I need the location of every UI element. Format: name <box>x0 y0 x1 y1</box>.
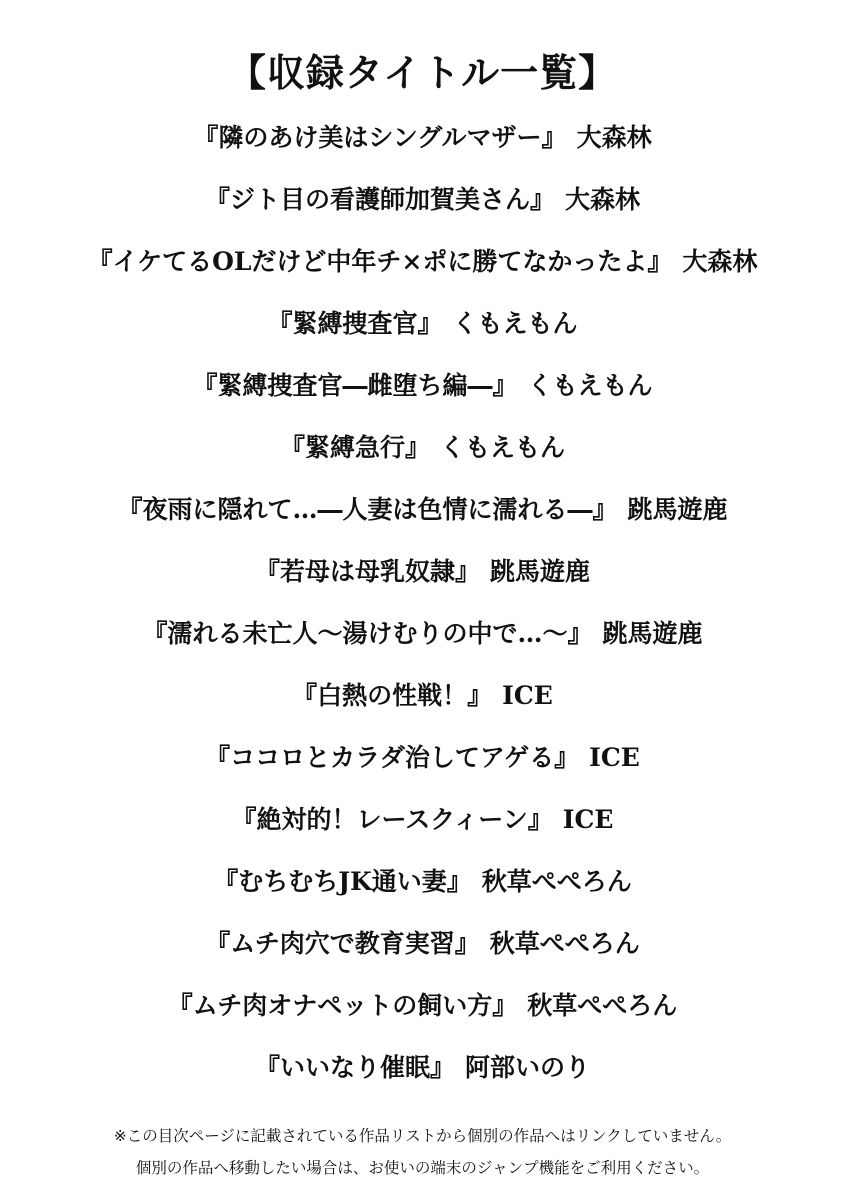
author-name: 阿部いのり <box>465 1053 591 1082</box>
list-item <box>0 922 845 984</box>
list-item <box>0 860 845 922</box>
list-item <box>0 116 845 178</box>
list-item <box>0 240 845 302</box>
work-title: 『ムチ肉穴で教育実習』 <box>205 929 480 958</box>
list-item <box>0 488 845 550</box>
list-item <box>0 426 845 488</box>
author-name: ICE <box>562 805 614 834</box>
author-name: 秋草ぺぺろん <box>481 867 632 896</box>
author-name: 秋草ぺぺろん <box>489 929 640 958</box>
author-name: 大森林 <box>576 123 652 152</box>
author-name: くもえもん <box>440 433 566 462</box>
list-item <box>0 1046 845 1108</box>
author-name: ICE <box>502 681 553 710</box>
list-item <box>0 736 845 798</box>
work-title: 『隣のあけ美はシングルマザー』 <box>193 123 567 152</box>
author-name: 跳馬遊鹿 <box>627 495 728 524</box>
work-title: 『緊縛捜査官―雌堕ち編―』 <box>192 371 518 400</box>
work-title: 『イケてるOLだけど中年チ×ポに勝てなかったよ』 <box>87 247 673 276</box>
work-title: 『濡れる未亡人～湯けむりの中で…～』 <box>142 619 593 648</box>
author-name: くもえもん <box>527 371 653 400</box>
author-name: 大森林 <box>682 247 758 276</box>
footnote <box>0 1120 845 1184</box>
work-title: 『ジト目の看護師加賀美さん』 <box>204 185 555 214</box>
list-item <box>0 798 845 860</box>
author-name: ICE <box>589 743 640 772</box>
work-title: 『緊縛捜査官』 <box>267 309 443 338</box>
author-name: 秋草ぺぺろん <box>527 991 678 1020</box>
work-title: 『緊縛急行』 <box>279 433 430 462</box>
author-name: くもえもん <box>452 309 578 338</box>
list-item <box>0 364 845 426</box>
author-name: 跳馬遊鹿 <box>490 557 591 586</box>
footnote-line: 個別の作品へ移動したい場合は、お使いの端末のジャンプ機能をご利用ください。 <box>135 1159 710 1177</box>
author-name: 跳馬遊鹿 <box>602 619 703 648</box>
list-item <box>0 178 845 240</box>
work-title: 『いいなり催眠』 <box>254 1053 455 1082</box>
work-title: 『若母は母乳奴隷』 <box>254 557 480 586</box>
list-item <box>0 674 845 736</box>
work-title: 『むちむちJK通い妻』 <box>213 867 472 896</box>
work-title: 『ムチ肉オナペットの飼い方』 <box>167 991 518 1020</box>
work-title: 『絶対的！レースクィーン』 <box>231 805 553 834</box>
author-name: 大森林 <box>565 185 641 214</box>
list-item <box>0 550 845 612</box>
page-title: 【収録タイトル一覧】 <box>227 50 618 95</box>
work-title: 『夜雨に隠れて…―人妻は色情に濡れる―』 <box>117 495 618 524</box>
list-item <box>0 612 845 674</box>
work-title: 『白熱の性戦！』 <box>292 681 493 710</box>
list-item <box>0 302 845 364</box>
work-title: 『ココロとカラダ治してアゲる』 <box>205 743 580 772</box>
footnote-line: ※この目次ページに記載されている作品リストから個別の作品へはリンクしていません。 <box>113 1127 732 1145</box>
title-list <box>0 116 845 1108</box>
list-item <box>0 984 845 1046</box>
